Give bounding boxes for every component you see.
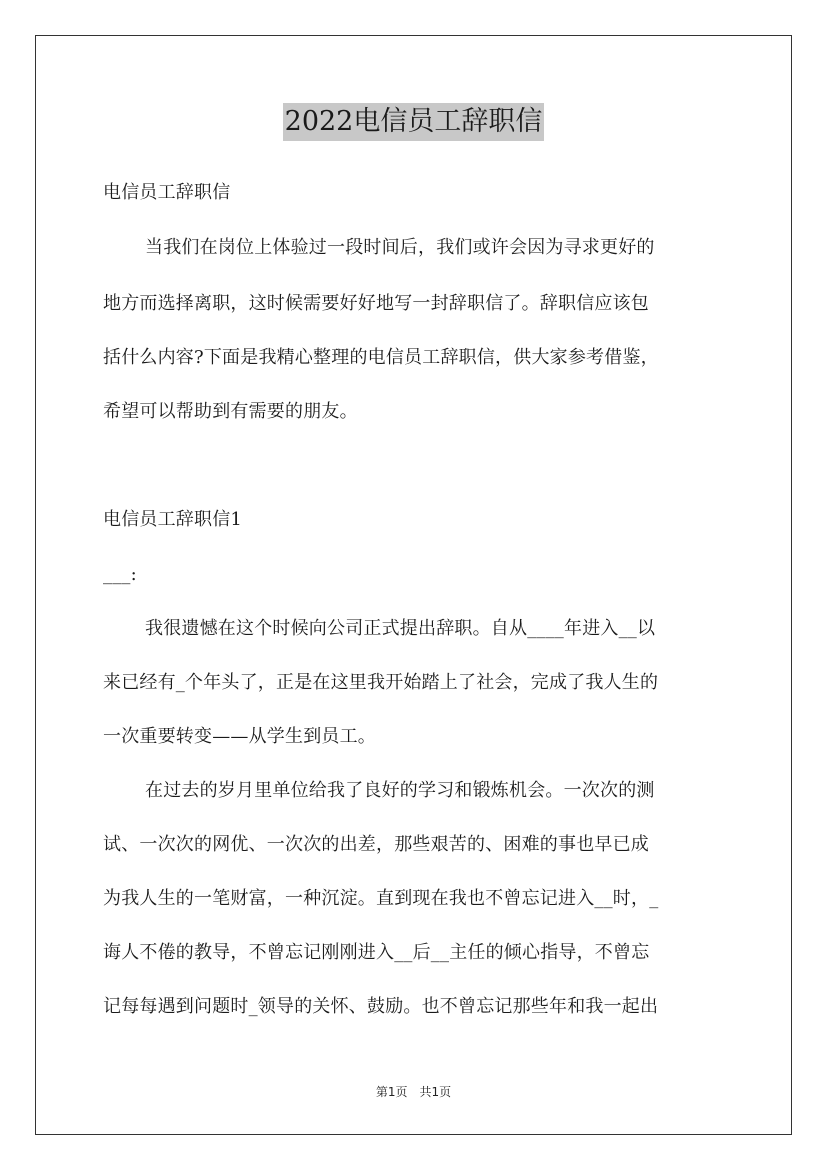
salutation: ___: xyxy=(103,564,137,585)
section-heading: 电信员工辞职信 xyxy=(103,182,231,203)
paragraph-line: 在过去的岁月里单位给我了良好的学习和锻炼机会。一次次的测 xyxy=(145,780,655,801)
paragraph-line: 为我人生的一笔财富，一种沉淀。直到现在我也不曾忘记进入__时，_ xyxy=(103,888,659,909)
paragraph-line: 一次重要转变——从学生到员工。 xyxy=(103,726,376,747)
paragraph-line: 我很遗憾在这个时候向公司正式提出辞职。自从____年进入__以 xyxy=(145,618,656,639)
title-container xyxy=(0,103,827,141)
paragraph-line: 地方而选择离职，这时候需要好好地写一封辞职信了。辞职信应该包 xyxy=(103,293,649,314)
paragraph-line: 来已经有_个年头了，正是在这里我开始踏上了社会，完成了我人生的 xyxy=(103,672,659,693)
page-number: 第1页 共1页 xyxy=(375,1085,452,1099)
paragraph-line: 记每每遇到问题时_领导的关怀、鼓励。也不曾忘记那些年和我一起出 xyxy=(103,996,659,1017)
paragraph-line: 希望可以帮助到有需要的朋友。 xyxy=(103,401,358,422)
paragraph-line: 当我们在岗位上体验过一段时间后，我们或许会因为寻求更好的 xyxy=(145,237,655,258)
paragraph-line: 括什么内容?下面是我精心整理的电信员工辞职信，供大家参考借鉴， xyxy=(103,347,659,368)
paragraph-line: 试、一次次的网优、一次次的出差，那些艰苦的、困难的事也早已成 xyxy=(103,834,649,855)
section-heading: 电信员工辞职信1 xyxy=(103,509,243,530)
document-title: 2022电信员工辞职信 xyxy=(283,103,545,141)
paragraph-line: 诲人不倦的教导，不曾忘记刚刚进入__后__主任的倾心指导，不曾忘 xyxy=(103,942,650,963)
